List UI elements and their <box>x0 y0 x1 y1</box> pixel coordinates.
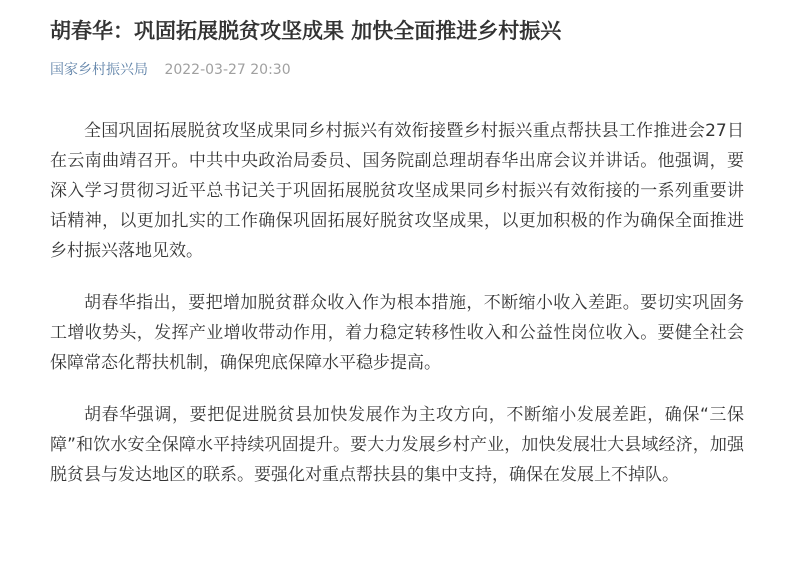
paragraph: 全国巩固拓展脱贫攻坚成果同乡村振兴有效衔接暨乡村振兴重点帮扶县工作推进会27日在云南曲靖召开。中共中央政治局委员、国务院副总理胡春华出席会议并讲话。他强调，要深入学习贯彻习近平总书记关于巩固拓展脱贫攻坚成果同乡村振兴有效衔接的一系列重要讲话精神，以更加扎实的工作确保巩固拓展好脱贫攻坚成果，以更加积极的作为确保全面推进乡村振兴落地见效。 <box>50 121 744 261</box>
article-title: 胡春华：巩固拓展脱贫攻坚成果 加快全面推进乡村振兴 <box>50 19 562 43</box>
publish-time: 2022-03-27 20:30 <box>164 62 291 78</box>
paragraph: 胡春华指出，要把增加脱贫群众收入作为根本措施，不断缩小收入差距。要切实巩固务工增收势头，发挥产业增收带动作用，着力稳定转移性收入和公益性岗位收入。要健全社会保障常态化帮扶机制，确保兜底保障水平稳步提高。 <box>50 293 744 373</box>
source-link[interactable]: 国家乡村振兴局 <box>50 62 148 78</box>
article-meta <box>50 58 291 82</box>
article-body <box>50 116 744 512</box>
paragraph: 胡春华强调，要把促进脱贫县加快发展作为主攻方向，不断缩小发展差距，确保“三保障”和饮水安全保障水平持续巩固提升。要大力发展乡村产业，加快发展壮大县域经济，加强脱贫县与发达地区的联系。要强化对重点帮扶县的集中支持，确保在发展上不掉队。 <box>50 405 744 485</box>
